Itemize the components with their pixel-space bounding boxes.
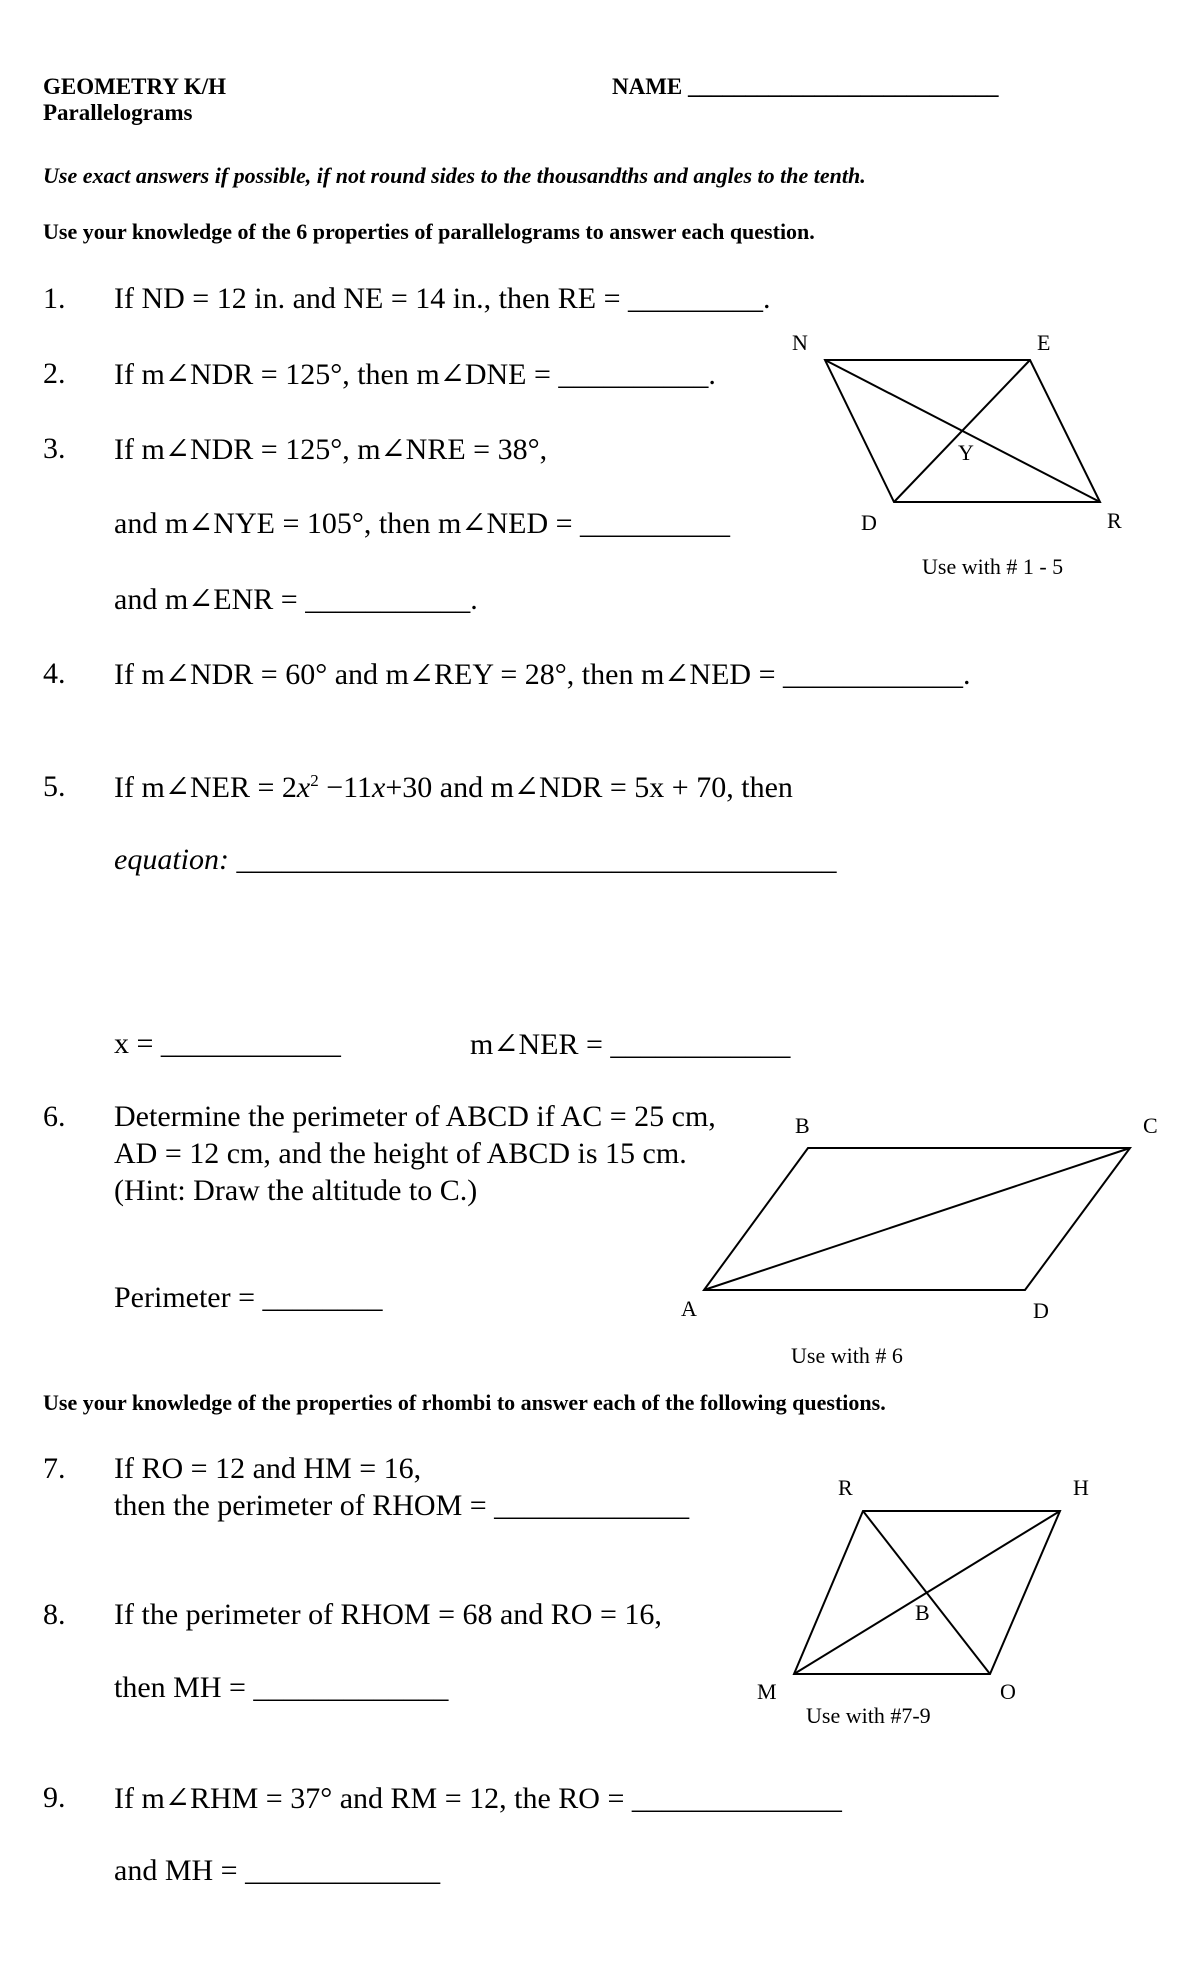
fig3-label-b: B — [915, 1600, 930, 1625]
q5-rest: −11 — [318, 771, 373, 804]
q4-number: 4. — [43, 657, 66, 690]
diagonal-ed — [894, 360, 1030, 502]
diagonal-hm — [794, 1511, 1060, 1674]
q5-equation-label: equation: — [114, 843, 229, 876]
q5-ner-answer[interactable]: m∠NER = ____________ — [470, 1028, 791, 1061]
fig1-label-e: E — [1037, 330, 1051, 355]
q3-line1: If m∠NDR = 125°, m∠NRE = 38°, — [114, 433, 548, 466]
rhombus-rhom-figure — [780, 1495, 1080, 1685]
q5-number: 5. — [43, 770, 66, 803]
fig2-caption: Use with # 6 — [791, 1343, 903, 1368]
q5-const: +30 — [385, 771, 433, 804]
diagonal-ac — [704, 1148, 1130, 1290]
fig3-label-o: O — [1000, 1679, 1016, 1704]
q6-line1: Determine the perimeter of ABCD if AC = 25 cm, — [114, 1100, 716, 1133]
course-title: GEOMETRY K/H — [43, 74, 226, 99]
q3-line2: and m∠NYE = 105°, then m∠NED = __________ — [114, 507, 731, 540]
q5-coef: 2 — [281, 771, 297, 804]
q5-var: x — [296, 771, 311, 804]
parallelogram-abcd-figure — [690, 1130, 1160, 1310]
fig2-label-c: C — [1143, 1113, 1158, 1138]
fig1-label-n: N — [792, 330, 808, 355]
q5-text — [114, 770, 793, 805]
fig3-caption: Use with #7-9 — [806, 1703, 931, 1728]
parallelogram-instruction: Use your knowledge of the 6 properties of parallelograms to answer each question. — [43, 219, 815, 244]
q6-perimeter[interactable]: Perimeter = ________ — [114, 1281, 383, 1314]
topic-title: Parallelograms — [43, 100, 193, 125]
fig2-label-d: D — [1033, 1298, 1049, 1323]
q7-line2: then the perimeter of RHOM = _____________ — [114, 1489, 690, 1522]
q5-prefix: If m∠NER = — [114, 771, 282, 804]
rhombi-instruction: Use your knowledge of the properties of rhombi to answer each of the following questions. — [43, 1390, 886, 1415]
q5-equation-blank[interactable]: ________________________________________ — [228, 843, 837, 876]
fig2-label-a: A — [681, 1296, 697, 1321]
q9-number: 9. — [43, 1781, 66, 1814]
q3-line3: and m∠ENR = ___________. — [114, 583, 478, 616]
q1-number: 1. — [43, 282, 66, 315]
fig1-caption: Use with # 1 - 5 — [922, 554, 1064, 579]
q2-text: If m∠NDR = 125°, then m∠DNE = __________. — [114, 358, 716, 391]
q3-number: 3. — [43, 432, 66, 465]
q6-number: 6. — [43, 1100, 66, 1133]
rounding-instruction: Use exact answers if possible, if not round sides to the thousandths and angles to the tenth. — [43, 163, 866, 188]
q6-line3: (Hint: Draw the altitude to C.) — [114, 1174, 478, 1207]
q5-var2: x — [372, 771, 386, 804]
q4-text: If m∠NDR = 60° and m∠REY = 28°, then m∠NED = ____________. — [114, 658, 971, 691]
q1-text: If ND = 12 in. and NE = 14 in., then RE = _________. — [114, 282, 771, 315]
q8-line2[interactable]: then MH = _____________ — [114, 1671, 449, 1704]
fig3-label-h: H — [1073, 1475, 1089, 1500]
q9-line2[interactable]: and MH = _____________ — [114, 1854, 441, 1887]
q5-suffix: and m∠NDR = 5x + 70, then — [432, 771, 793, 804]
q8-number: 8. — [43, 1598, 66, 1631]
q5-equation-line[interactable] — [114, 843, 836, 877]
q7-number: 7. — [43, 1452, 66, 1485]
fig3-label-r: R — [838, 1475, 853, 1500]
q8-line1: If the perimeter of RHOM = 68 and RO = 16, — [114, 1598, 662, 1631]
q2-number: 2. — [43, 357, 66, 390]
fig2-label-b: B — [795, 1113, 810, 1138]
fig1-label-d: D — [861, 510, 877, 535]
q5-x-answer[interactable]: x = ____________ — [114, 1027, 341, 1060]
q9-line1: If m∠RHM = 37° and RM = 12, the RO = ______________ — [114, 1782, 842, 1815]
fig1-label-r: R — [1107, 508, 1122, 533]
name-field[interactable]: NAME ___________________________ — [612, 74, 999, 99]
q7-line1: If RO = 12 and HM = 16, — [114, 1452, 422, 1485]
fig1-label-y: Y — [958, 440, 974, 465]
q5-exponent: 2 — [310, 771, 319, 790]
fig3-label-m: M — [757, 1679, 777, 1704]
q6-line2: AD = 12 cm, and the height of ABCD is 15 cm. — [114, 1137, 687, 1170]
